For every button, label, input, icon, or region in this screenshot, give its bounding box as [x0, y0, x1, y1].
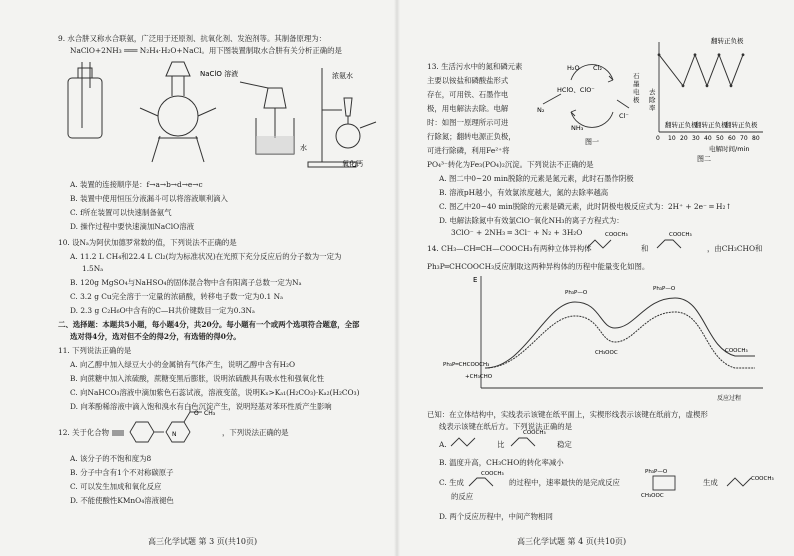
chart-x-tick-7: 70	[740, 135, 748, 142]
right-page	[397, 0, 794, 556]
svg-text:COOCH₃: COOCH₃	[725, 348, 748, 354]
energy-ylabel: E	[473, 276, 478, 284]
svg-text:CH₃OOC: CH₃OOC	[641, 493, 664, 498]
svg-text:极: 极	[633, 96, 640, 104]
chart-point-3	[706, 84, 709, 87]
svg-text:率: 率	[649, 104, 656, 112]
q14-isomer-2	[655, 228, 699, 252]
q14-note-2: 线表示该键在纸后方。下列说法正确的是	[439, 422, 573, 431]
q14-option-c-struct-1	[467, 468, 507, 490]
q14-stem-and: 和	[641, 244, 649, 253]
svg-text:NH₃: NH₃	[571, 124, 584, 132]
chart-x-tick-2: 20	[680, 135, 688, 142]
q11-option-a: A. 向乙醇中加入绿豆大小的金属钠有气体产生，说明乙醇中含有H₂O	[70, 360, 296, 369]
q13-option-d-2: 3ClO⁻ + 2NH₃ ═ 3Cl⁻ + N₂ + 3H₂O	[451, 228, 583, 237]
q12-option-b: B. 分子中含有1个不对称碳原子	[70, 468, 174, 477]
label-cao: 氧化钙	[342, 160, 363, 168]
q14-note: 已知：在立体结构中，实线表示该键在纸平面上，实楔形线表示该键在纸前方，虚楔形	[427, 410, 708, 419]
fig2-caption: 图二	[697, 155, 711, 163]
left-footer: 高三化学试题 第 3 页(共10页)	[148, 537, 258, 546]
q10-option-d: D. 2.3 g C₂H₆O中含有的C—H共价键数目一定为0.3Nₐ	[70, 306, 255, 315]
chart-annotation-1: 翻转正负极	[665, 121, 698, 129]
q13-line-7: 可进行除磷，利用Fe²⁺将	[427, 146, 510, 155]
q14-energy-diagram	[435, 272, 767, 404]
q11-stem: 11. 下列说法正确的是	[58, 346, 132, 355]
q14-option-a-struct-2	[509, 426, 553, 450]
q12-stem: 12. 关于化合物	[58, 428, 110, 437]
svg-text:COOCH₃: COOCH₃	[751, 476, 774, 482]
q14-option-c-end: 的反应	[451, 492, 474, 501]
chart-point-4	[718, 53, 721, 56]
label-water: 水	[300, 144, 307, 152]
svg-text:COOCH₃: COOCH₃	[523, 430, 546, 436]
chart-x-tick-6: 60	[728, 135, 736, 142]
q12-option-c: C. 可以发生加成和氧化反应	[70, 482, 162, 491]
q10-stem: 10. 设Nₐ为阿伏加德罗常数的值，下列说法不正确的是	[58, 238, 237, 247]
q14-option-a-pre: A.	[439, 440, 447, 449]
q9-stem-2: NaClO+2NH₃ ═══ N₂H₄·H₂O+NaCl。用下图装置制取水合肼有关分析正确的是	[70, 46, 342, 55]
chart-x-ticks	[656, 135, 760, 142]
right-footer: 高三化学试题 第 4 页(共10页)	[517, 537, 627, 546]
chart-x-tick-1: 10	[668, 135, 676, 142]
section-heading: 二、选择题：本题共5小题，每小题4分，共20分。每小题有一个或两个选项符合题意，全部	[58, 320, 360, 329]
q14-stem-b: ，由CH₃CHO和	[707, 244, 763, 253]
q13-line-6: 行除氮；翻转电源正负极，	[427, 132, 516, 141]
q13-option-c: C. 图乙中20~40 min脱除的元素是磷元素，此时阴极电极反应式为：2H⁺ + 2e⁻ ═ H₂↑	[439, 202, 732, 211]
q9-option-d: D. 操作过程中要快速滴加NaClO溶液	[70, 222, 194, 231]
q11-option-b: B. 向蔗糖中加入浓硫酸，蔗糖变黑后膨胀，说明浓硫酸具有吸水性和强氧化性	[70, 374, 325, 383]
q9-option-b: B. 装置中使用恒压分液漏斗可以将溶液顺利滴入	[70, 194, 228, 203]
svg-text:COOCH₃: COOCH₃	[669, 232, 692, 238]
chart-point-0	[658, 53, 661, 56]
energy-path-upper	[485, 298, 755, 368]
svg-text:Ph₃P—O: Ph₃P—O	[565, 290, 588, 296]
svg-text:COOCH₃: COOCH₃	[605, 232, 628, 238]
svg-text:Ph₃P—O: Ph₃P—O	[653, 286, 676, 292]
q14-option-c-post: 生成	[703, 478, 718, 487]
chart-xlabel: 电解时间/min	[709, 145, 750, 153]
q10-option-a-2: 1.5Nₐ	[82, 264, 104, 273]
chart-annotation-2: 翻转正负极	[695, 121, 728, 129]
q11-option-c: C. 向NaHCO₃溶液中滴加紫色石蕊试液，溶液变蓝，说明Kₓ>Kₐ₁(H₂CO₃)·Kₐ₂(H₂CO₃)	[70, 388, 360, 397]
svg-text:墨: 墨	[633, 80, 640, 88]
q14-option-c-intermediate	[641, 466, 701, 498]
svg-text:Ph₃P—O: Ph₃P—O	[645, 469, 668, 475]
section-heading-2: 选对得4分，选对但不全的得2分，有选错的得0分。	[70, 332, 241, 341]
svg-text:H₂O: H₂O	[567, 64, 580, 72]
q13-figure-2-chart	[647, 34, 767, 164]
q13-line-4: 极，用电解法去除。电解	[427, 104, 509, 113]
svg-text:Cl⁻: Cl⁻	[619, 112, 629, 120]
q14-option-d: D. 两个反应历程中，中间产物相同	[439, 512, 553, 521]
label-naclo: NaClO 溶液	[200, 70, 239, 78]
q10-option-a: A. 11.2 L CH₄和22.4 L Cl₂(均为标准状况)在光照下充分反应后的分子数为一定为	[70, 252, 342, 261]
chart-x-tick-4: 40	[704, 135, 712, 142]
svg-text:N: N	[172, 431, 177, 438]
q12-option-a: A. 该分子的不饱和度为8	[70, 454, 152, 463]
q14-isomer-1	[585, 228, 629, 252]
chart-ylabel: 去	[649, 88, 656, 96]
chart-x-tick-5: 50	[716, 135, 724, 142]
svg-text:Ph₃P═CHCOOCH₃: Ph₃P═CHCOOCH₃	[443, 362, 490, 368]
q14-option-c-mid: 的过程中，速率最快的是完成反应	[509, 478, 620, 487]
svg-text:电: 电	[633, 88, 640, 96]
q9-option-c: C. f所在装置可以快速制备氨气	[70, 208, 172, 217]
energy-xlabel: 反应过程	[717, 395, 742, 402]
q14-option-a-struct-1	[449, 430, 489, 450]
q12-stem-tail: ，下列说法正确的是	[222, 428, 289, 437]
q12-structure	[110, 406, 220, 450]
label-ammonia: 浓氨水	[332, 72, 353, 80]
svg-text:N₂: N₂	[537, 106, 545, 114]
svg-text:HClO、ClO⁻: HClO、ClO⁻	[557, 86, 595, 94]
q14-option-c-pre: C. 生成	[439, 478, 464, 487]
chart-series-line	[659, 55, 743, 86]
q13-option-d: D. 电解法除氮中有效氯ClO⁻氧化NH₃的离子方程式为：	[439, 216, 624, 225]
q13-option-b: B. 溶液pH越小，有效氯浓度越大，氮的去除率越高	[439, 188, 609, 197]
chart-annotation-3: 翻转正负极	[725, 121, 758, 129]
q13-line-2: 主要以铵盐和磷酸盐形式	[427, 76, 509, 85]
svg-text:+CH₃CHO: +CH₃CHO	[465, 374, 493, 380]
q13-line-5: 时：如图一原理所示可进	[427, 118, 509, 127]
q14-option-b: B. 温度升高，CH₃CHO的转化率减小	[439, 458, 564, 467]
q10-option-b: B. 120g MgSO₄与NaHSO₄的固体混合物中含有阳离子总数一定为Nₐ	[70, 278, 302, 287]
chart-point-1	[682, 84, 685, 87]
svg-text:石: 石	[633, 72, 640, 80]
q14-option-c-struct-2	[725, 470, 785, 490]
q12-option-d: D. 不能使酸性KMnO₄溶液褪色	[70, 496, 174, 505]
q9-stem: 9. 水合肼又称水合联氨，广泛用于还原剂、抗氧化剂、发泡剂等。其制备原理为：	[58, 34, 327, 43]
chart-point-5	[730, 84, 733, 87]
q13-line-3: 存在，可用铁、石墨作电	[427, 90, 509, 99]
chart-x-tick-8: 80	[752, 135, 760, 142]
svg-text:Cl₂: Cl₂	[593, 64, 602, 72]
svg-text:O: O	[194, 410, 199, 417]
chart-point-2	[694, 53, 697, 56]
svg-text:除: 除	[649, 96, 656, 104]
fig1-caption: 图一	[585, 138, 599, 146]
q13-option-a: A. 图二中0~20 min脱除的元素是氮元素，此时石墨作阴极	[439, 174, 634, 183]
chart-point-6	[742, 53, 745, 56]
q9-apparatus	[60, 58, 380, 174]
svg-text:CH₃OOC: CH₃OOC	[595, 350, 618, 356]
q14-stem: 14. CH₃—CH═CH—COOCH₃有两种立体异构体	[427, 244, 592, 253]
chart-annotation-0: 翻转正负极	[711, 37, 744, 45]
chart-x-tick-0: 0	[656, 135, 660, 142]
q10-option-c: C. 3.2 g Cu完全溶于一定量的浓硝酸，转移电子数一定为0.1 Nₐ	[70, 292, 283, 301]
q14-option-a-mid: 比	[497, 440, 505, 449]
q11-option-d: D. 向苯酚稀溶液中滴入饱和溴水有白色沉淀产生，说明羟基对苯环性质产生影响	[70, 402, 332, 411]
svg-text:CH₃: CH₃	[204, 410, 216, 417]
q13-figure-1	[537, 60, 645, 146]
chart-x-tick-3: 30	[692, 135, 700, 142]
q9-option-a: A. 装置的连接顺序是：f→a→b→d→e→c	[70, 180, 203, 189]
q14-stem-2: Ph₃P═CHCOOCH₃反应制取这两种异构体的历程中能量变化如图。	[427, 262, 650, 271]
q13-line-1: 13. 生活污水中的氮和磷元素	[427, 62, 523, 71]
q14-option-a-post: 稳定	[557, 440, 572, 449]
svg-text:COOCH₃: COOCH₃	[481, 471, 504, 477]
q13-line-8: PO₄³⁻转化为Fe₃(PO₄)₂沉淀。下列说法不正确的是	[427, 160, 594, 169]
